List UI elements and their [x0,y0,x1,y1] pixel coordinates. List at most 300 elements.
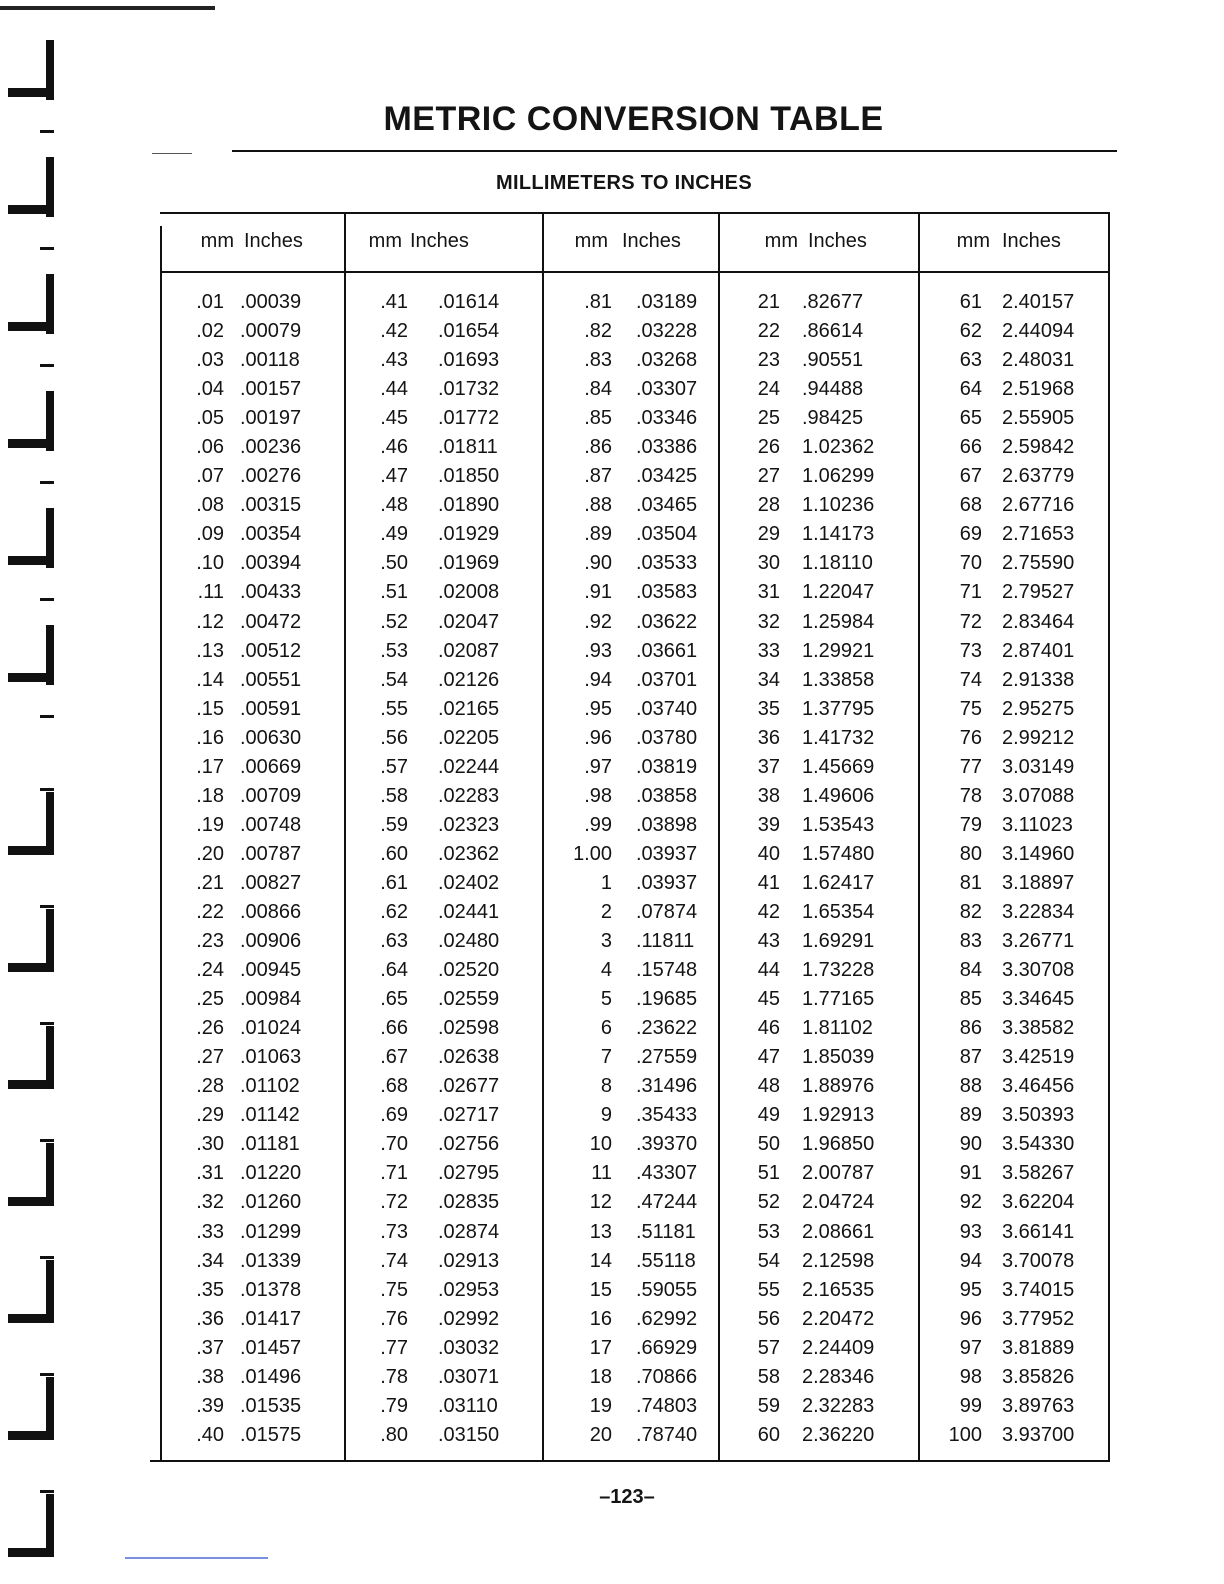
mm-value: .43 [380,349,408,372]
table-row [718,288,918,317]
mm-value: 26 [757,436,780,459]
inches-value: 3.22834 [1002,900,1075,923]
inches-value: .78740 [636,1423,698,1446]
inches-value: 2.91338 [1002,668,1075,691]
mm-value: .22 [196,900,224,923]
mm-value: .76 [380,1307,408,1330]
mm-value: .28 [196,1075,224,1098]
mm-value: 47 [757,1046,780,1069]
table-row [918,404,1108,433]
table-row [918,637,1108,666]
column-rows [718,288,918,1450]
mm-value: 92 [959,1191,982,1214]
mm-value: 2 [600,900,612,923]
table-subtitle: MILLIMETERS TO INCHES [496,172,752,194]
table-row [542,1101,718,1130]
table-row [718,956,918,985]
table-row [344,1305,542,1334]
inches-value: 1.85039 [802,1046,875,1069]
inches-value: 1.88976 [802,1075,875,1098]
inches-value: .01220 [240,1162,302,1185]
inches-value: .03504 [636,523,698,546]
table-row [344,1188,542,1217]
inches-value: .01890 [438,494,500,517]
mm-value: .78 [380,1365,408,1388]
table-row [542,1334,718,1363]
inches-value: .02126 [438,668,500,691]
inches-value: .02087 [438,639,500,662]
inches-value: .00039 [240,291,302,313]
inches-value: .00827 [240,871,302,894]
mm-value: 34 [757,668,780,691]
mm-value: 19 [589,1394,612,1417]
mm-value: .30 [196,1133,224,1156]
inches-value: 3.18897 [1002,871,1075,894]
inches-value: 1.81102 [802,1017,873,1040]
table-row [344,782,542,811]
mm-value: 86 [959,1017,982,1040]
table-row [542,491,718,520]
table-row [344,1392,542,1421]
table-row [160,1101,344,1130]
mm-value: .52 [380,610,408,633]
mm-value: 51 [757,1162,780,1185]
mm-value: 58 [757,1365,780,1388]
mm-value: .03 [196,349,224,372]
mm-value: 63 [959,349,982,372]
mm-value: 18 [589,1365,612,1388]
mm-value: 43 [757,930,780,953]
table-row [160,637,344,666]
mm-value: 57 [757,1336,780,1359]
page-title: METRIC CONVERSION TABLE [383,100,884,138]
inches-value: .03858 [636,784,698,807]
mm-value: 11 [591,1162,612,1185]
mm-value: .38 [196,1365,224,1388]
table-row [718,985,918,1014]
table-row [344,288,542,317]
mm-value: .48 [380,494,408,517]
inches-value: 1.41732 [802,726,875,749]
inches-value: .01260 [240,1191,302,1214]
inches-value: .03150 [438,1423,500,1446]
mm-value: 65 [959,407,982,430]
inches-value: 1.14173 [802,523,875,546]
inches-value: 3.62204 [1002,1191,1075,1214]
inches-value: .23622 [636,1017,698,1040]
table-row [918,1188,1108,1217]
inches-value: .02717 [438,1104,500,1127]
mm-value: 42 [757,900,780,923]
table-row [344,898,542,927]
table-row [918,985,1108,1014]
inches-value: 3.50393 [1002,1104,1075,1127]
mm-value: .89 [584,523,612,546]
table-row [718,1130,918,1159]
inches-value: 2.67716 [1002,494,1075,517]
inches-value: .00709 [240,784,302,807]
mm-value: .92 [584,610,612,633]
inches-value: .02953 [438,1278,500,1301]
table-row [160,695,344,724]
mm-value: 8 [600,1075,612,1098]
inches-value: 3.03149 [1002,755,1075,778]
mm-value: 70 [959,552,982,575]
table-row [344,956,542,985]
inches-value: 3.54330 [1002,1133,1075,1156]
inches-value: .03819 [636,755,698,778]
inches-value: 1.73228 [802,959,875,982]
table-row [344,840,542,869]
table-row [160,1421,344,1450]
inches-value: .00276 [240,465,302,488]
table-row [718,695,918,724]
table-row [344,1363,542,1392]
table-row [718,1072,918,1101]
table-row [918,666,1108,695]
inches-value: .01063 [240,1046,302,1069]
inches-value: .02874 [438,1220,500,1243]
table-row [160,782,344,811]
table-row [542,1043,718,1072]
table-row [160,491,344,520]
mm-value: .98 [584,784,612,807]
table-row [918,520,1108,549]
mm-value: .01 [196,291,224,313]
table-row [718,1014,918,1043]
mm-value: .36 [196,1307,224,1330]
inches-value: .00197 [240,407,302,430]
table-row [718,491,918,520]
inches-value: .90551 [802,349,864,372]
mm-value: .63 [380,930,408,953]
table-row [344,1043,542,1072]
inches-value: .00906 [240,930,302,953]
inches-value: .00079 [240,320,302,343]
mm-value: .85 [584,407,612,430]
mm-value: 32 [757,610,780,633]
mm-value: .14 [196,668,224,691]
table-row [918,1334,1108,1363]
inches-value: 2.44094 [1002,320,1075,343]
mm-value: .97 [584,755,612,778]
inches-value: 3.81889 [1002,1336,1075,1359]
table-row [160,317,344,346]
mm-value: 20 [589,1423,612,1446]
mm-value: 53 [757,1220,780,1243]
table-row [718,1159,918,1188]
inches-value: .02165 [438,697,500,720]
table-row [160,1014,344,1043]
mm-value: 5 [600,988,612,1011]
table-row [542,1130,718,1159]
inches-value: .00433 [240,581,302,604]
inches-value: 2.48031 [1002,349,1075,372]
mm-value: 80 [959,842,982,865]
binder-mark [2,1327,60,1445]
inches-value: 2.16535 [802,1278,875,1301]
table-row [542,1159,718,1188]
table-row [718,1421,918,1450]
mm-value: 64 [959,378,982,401]
table-row [160,927,344,956]
binder-mark [2,391,60,509]
inches-value: .01417 [240,1307,302,1330]
mm-value: 68 [959,494,982,517]
inches-value: .03661 [636,639,698,662]
mm-value: .80 [380,1423,408,1446]
table-row [160,375,344,404]
table-row [160,1130,344,1159]
table-row [718,869,918,898]
inches-value: .00630 [240,726,302,749]
table-row [160,666,344,695]
mm-value: 17 [589,1336,612,1359]
mm-value: 40 [757,842,780,865]
mm-value: .69 [380,1104,408,1127]
table-row [160,433,344,462]
inches-value: .00472 [240,610,302,633]
inches-value: 2.00787 [802,1162,875,1185]
inches-value: .03268 [636,349,698,372]
table-row [344,637,542,666]
mm-value: .77 [380,1336,408,1359]
table-row [718,1101,918,1130]
table-row [344,724,542,753]
table-row [918,1363,1108,1392]
inches-value: 2.40157 [1002,291,1075,313]
mm-value: .62 [380,900,408,923]
table-row [718,433,918,462]
binder-mark [2,976,60,1094]
inches-value: .01299 [240,1220,302,1243]
mm-value: 79 [959,813,982,836]
inches-value: 2.75590 [1002,552,1075,575]
mm-value: .70 [380,1133,408,1156]
inches-value: .03898 [636,813,698,836]
mm-value: .17 [196,755,224,778]
inches-value: .03622 [636,610,698,633]
inches-value: .02362 [438,842,500,865]
table-row [160,578,344,607]
mm-value: .13 [196,639,224,662]
mm-value: .10 [196,552,224,575]
inches-value: .19685 [636,988,698,1011]
mm-value: .60 [380,842,408,865]
inches-value: 2.79527 [1002,581,1075,604]
table-row [718,1363,918,1392]
mm-value: 52 [757,1191,780,1214]
mm-value: .96 [584,726,612,749]
mm-value: .56 [380,726,408,749]
mm-value: 15 [589,1278,612,1301]
table-row [918,1014,1108,1043]
inches-value: .03465 [636,494,698,517]
table-row [918,375,1108,404]
table-row [542,782,718,811]
inches-value: .01693 [438,349,500,372]
inches-value: 1.25984 [802,610,875,633]
table-row [542,1247,718,1276]
mm-value: .95 [584,697,612,720]
inches-value: 1.37795 [802,697,875,720]
inches-value: .02323 [438,813,500,836]
inches-value: 2.83464 [1002,610,1075,633]
inches-value: .01496 [240,1365,302,1388]
inches-value: .00118 [240,349,300,372]
mm-value: .51 [380,581,408,604]
inches-value: .01181 [240,1133,300,1156]
table-row [718,724,918,753]
mm-value: .55 [380,697,408,720]
inches-value: .00866 [240,900,302,923]
inches-value: .74803 [636,1394,698,1417]
mm-value: .41 [380,291,408,313]
table-row [718,840,918,869]
table-row [160,985,344,1014]
header-inches-label: Inches [410,230,469,252]
mm-value: .35 [196,1278,224,1301]
inches-value: 2.28346 [802,1365,875,1388]
table-row [918,811,1108,840]
inches-value: .02638 [438,1046,500,1069]
mm-value: 44 [757,959,780,982]
header-inches-label: Inches [622,230,681,252]
mm-value: .45 [380,407,408,430]
inches-value: 2.99212 [1002,726,1075,749]
inches-value: 3.14960 [1002,842,1075,865]
mm-value: 39 [757,813,780,836]
mm-value: .20 [196,842,224,865]
table-row [160,753,344,782]
mm-value: .53 [380,639,408,662]
inches-value: 3.11023 [1002,813,1073,836]
mm-value: .04 [196,378,224,401]
table-row [542,520,718,549]
inches-value: 3.34645 [1002,988,1075,1011]
mm-value: .93 [584,639,612,662]
table-row [344,1130,542,1159]
binder-mark [2,274,60,392]
table-row [718,1247,918,1276]
mm-value: 30 [757,552,780,575]
table-row [160,346,344,375]
scan-top-edge-line [0,6,215,10]
table-row [344,433,542,462]
inches-value: .51181 [636,1220,696,1243]
table-row [160,1159,344,1188]
inches-value: .03937 [636,842,698,865]
mm-value: 46 [757,1017,780,1040]
binder-mark [2,40,60,158]
table-row [344,1218,542,1247]
mm-value: 27 [757,465,780,488]
inches-value: 3.46456 [1002,1075,1075,1098]
mm-value: .73 [380,1220,408,1243]
table-row [718,1334,918,1363]
table-row [344,1276,542,1305]
mm-value: 72 [959,610,982,633]
binder-mark [2,625,60,743]
mm-value: .67 [380,1046,408,1069]
mm-value: 54 [757,1249,780,1272]
mm-value: 87 [959,1046,982,1069]
table-row [718,637,918,666]
table-row [918,840,1108,869]
inches-value: 2.08661 [802,1220,875,1243]
mm-value: .47 [380,465,408,488]
inches-value: 1.62417 [802,871,875,894]
inches-value: .82677 [802,291,864,313]
inches-value: 1.06299 [802,465,875,488]
inches-value: 3.89763 [1002,1394,1075,1417]
header-mm-label: mm [368,230,402,252]
mm-value: 98 [959,1365,982,1388]
inches-value: 3.93700 [1002,1423,1075,1446]
mm-value: 73 [959,639,982,662]
table-row [542,1188,718,1217]
inches-value: .01575 [240,1423,302,1446]
mm-value: 14 [589,1249,612,1272]
mm-value: 22 [757,320,780,343]
inches-value: .62992 [636,1307,698,1330]
inches-value: .00512 [240,639,302,662]
mm-value: .91 [584,581,612,604]
inches-value: .70866 [636,1365,698,1388]
mm-value: .58 [380,784,408,807]
mm-value: 93 [959,1220,982,1243]
table-row [160,520,344,549]
table-row [718,1276,918,1305]
column-rows [344,288,542,1450]
table-row [718,375,918,404]
inches-value: .02441 [438,900,500,923]
mm-value: 62 [959,320,982,343]
table-row [718,549,918,578]
table-row [718,666,918,695]
inches-value: .15748 [636,959,698,982]
inches-value: 2.12598 [802,1249,875,1272]
binder-mark [2,1210,60,1328]
table-row [160,1247,344,1276]
mm-value: .71 [380,1162,408,1185]
table-row [542,724,718,753]
mm-value: .75 [380,1278,408,1301]
mm-value: 66 [959,436,982,459]
mm-value: .26 [196,1017,224,1040]
table-row [160,462,344,491]
table-row [918,549,1108,578]
table-row [718,404,918,433]
table-row [542,317,718,346]
mm-value: 90 [959,1133,982,1156]
inches-value: .01142 [240,1104,300,1127]
mm-value: 50 [757,1133,780,1156]
mm-value: .37 [196,1336,224,1359]
binder-mark [2,1093,60,1211]
table-row [542,695,718,724]
inches-value: 2.32283 [802,1394,875,1417]
table-row [344,1334,542,1363]
table-row [542,637,718,666]
table-row [718,753,918,782]
conversion-table [160,212,1110,1462]
table-row [918,1276,1108,1305]
inches-value: 1.53543 [802,813,875,836]
inches-value: .01732 [438,378,500,401]
mm-value: 29 [757,523,780,546]
table-row [542,869,718,898]
